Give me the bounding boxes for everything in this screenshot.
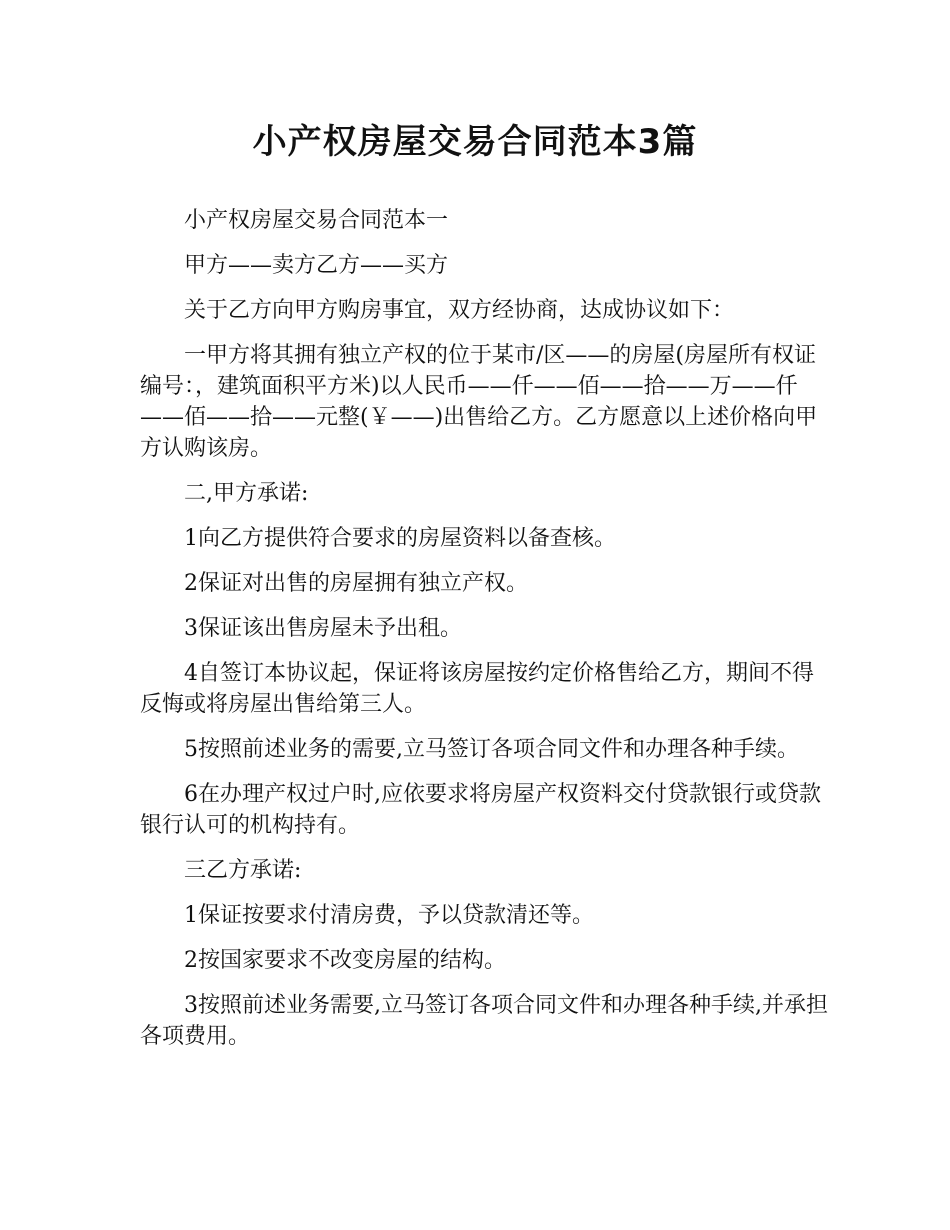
paragraph-party-a-item-2: 2保证对出售的房屋拥有独立产权。 bbox=[184, 571, 528, 596]
paragraph-party-b-item-1: 1保证按要求付清房费，予以贷款清还等。 bbox=[184, 903, 594, 928]
paragraph-party-b-item-3: 3按照前述业务需要,立马签订各项合同文件和办理各种手续,并承担各项费用。 bbox=[140, 993, 828, 1049]
paragraph-party-a-heading: 二,甲方承诺: bbox=[184, 481, 309, 506]
paragraph-clause-1: 一甲方将其拥有独立产权的位于某市/区——的房屋(房屋所有权证编号：，建筑面积平方米)以人民币——仟——佰——拾——万——仟——佰——拾——元整(￥——)出售给乙方。乙方愿意以上述价格向甲方认购该房。 bbox=[140, 343, 818, 461]
paragraph-section-heading: 小产权房屋交易合同范本一 bbox=[184, 208, 449, 233]
paragraph-party-a-item-1: 1向乙方提供符合要求的房屋资料以备查核。 bbox=[184, 526, 616, 551]
paragraph-intro: 关于乙方向甲方购房事宜，双方经协商，达成协议如下： bbox=[184, 298, 735, 323]
paragraph-party-b-heading: 三乙方承诺: bbox=[184, 858, 302, 883]
document-title: 小产权房屋交易合同范本3篇 bbox=[252, 122, 698, 162]
paragraph-party-a-item-5: 5按照前述业务的需要,立马签订各项合同文件和办理各种手续。 bbox=[184, 737, 799, 762]
paragraph-party-a-item-3: 3保证该出售房屋未予出租。 bbox=[184, 616, 462, 641]
paragraph-party-a-item-6: 6在办理产权过户时,应依要求将房屋产权资料交付贷款银行或贷款银行认可的机构持有。 bbox=[140, 782, 821, 838]
paragraph-party-a-item-4: 4自签订本协议起，保证将该房屋按约定价格售给乙方，期间不得反悔或将房屋出售给第三人。 bbox=[140, 661, 814, 717]
paragraph-parties: 甲方——卖方乙方——买方 bbox=[184, 253, 449, 278]
document-body bbox=[140, 205, 830, 1066]
paragraph-party-b-item-2: 2按国家要求不改变房屋的结构。 bbox=[184, 948, 506, 973]
